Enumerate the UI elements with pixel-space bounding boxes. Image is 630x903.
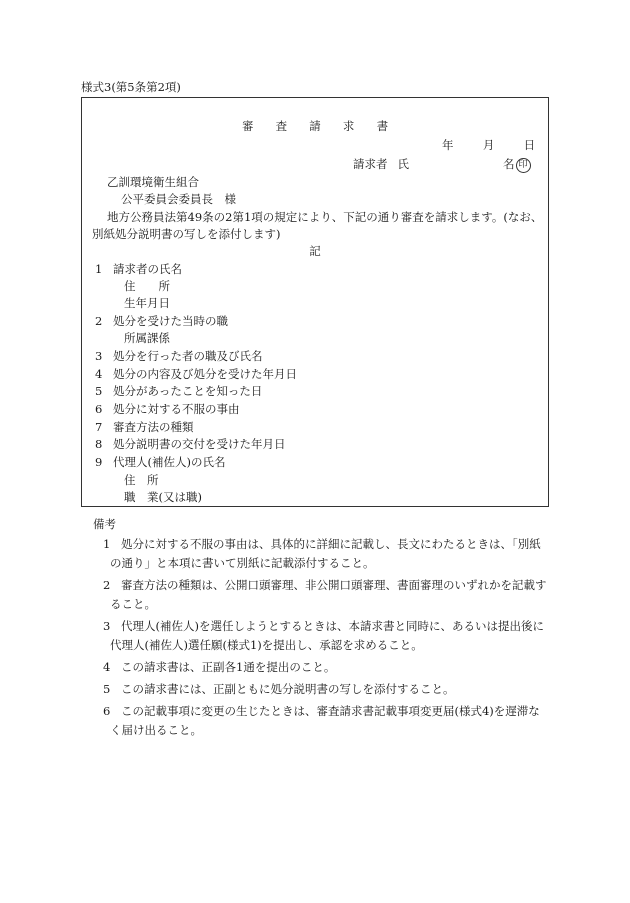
seal-icon: 印 [516,158,531,173]
list-item: 5 処分があったことを知った日 [95,384,263,398]
list-item: 住 所 [124,473,159,487]
body-line-2: 別紙処分説明書の写しを添付します) [92,227,281,241]
note-continuation: の通り」と本項に書いて別紙に記載添付すること。 [110,556,375,570]
day-label: 日 [523,138,536,152]
list-item: 職 業(又は職) [124,490,202,504]
title-char: 査 [275,119,288,133]
ki-label: 記 [309,244,321,258]
list-item: 2 処分を受けた当時の職 [95,314,228,328]
note-item: 1 処分に対する不服の事由は、具体的に詳細に記載し、長文にわたるときは、「別紙 [103,537,541,551]
list-item: 1 請求者の氏名 [95,262,182,276]
list-item: 7 審査方法の種類 [95,420,194,434]
list-item: 6 処分に対する不服の事由 [95,402,240,416]
list-item: 3 処分を行った者の職及び氏名 [95,349,263,363]
requester-line [353,156,531,173]
form-label: 様式3(第5条第2項) [81,80,181,94]
note-item: 5 この請求書には、正副ともに処分説明書の写しを添付すること。 [103,682,455,696]
list-item: 住 所 [124,279,170,293]
document-title [0,118,630,134]
note-item: 2 審査方法の種類は、公開口頭審理、非公開口頭審理、書面審理のいずれかを記載す [103,578,547,592]
note-continuation: 代理人(補佐人)選任願(様式1)を提出し、承認を求めること。 [110,638,423,652]
date-line [442,137,535,153]
name-shi: 氏 [397,157,409,171]
note-item: 6 この記載事項に変更の生じたときは、審査請求書記載事項変更届(様式4)を遅滞な [103,704,540,718]
note-item: 3 代理人(補佐人)を選任しようとするときは、本請求書と同時に、あるいは提出後に [103,619,544,633]
list-item: 9 代理人(補佐人)の氏名 [95,455,226,469]
note-continuation: く届け出ること。 [110,723,202,737]
title-char: 請 [309,119,321,133]
note-item: 4 この請求書は、正副各1通を提出のこと。 [103,660,336,674]
list-item: 所属課係 [124,331,170,345]
list-item: 8 処分説明書の交付を受けた年月日 [95,437,286,451]
title-char: 審 [241,119,254,133]
addressee-person: 公平委員会委員長 様 [121,192,236,206]
list-item: 生年月日 [124,296,170,310]
month-label: 月 [482,138,495,152]
notes-title: 備考 [93,517,116,531]
title-char: 書 [376,119,389,133]
title-char: 求 [342,119,355,133]
requester-label: 請求者 [353,157,388,171]
note-continuation: ること。 [110,597,156,611]
name-mei: 名 [503,157,515,171]
year-label: 年 [442,138,454,152]
list-item: 4 処分の内容及び処分を受けた年月日 [95,367,297,381]
body-line-1: 地方公務員法第49条の2第1項の規定により、下記の通り審査を請求します。(なお、 [107,210,543,224]
addressee-org: 乙訓環境衛生組合 [107,175,199,189]
